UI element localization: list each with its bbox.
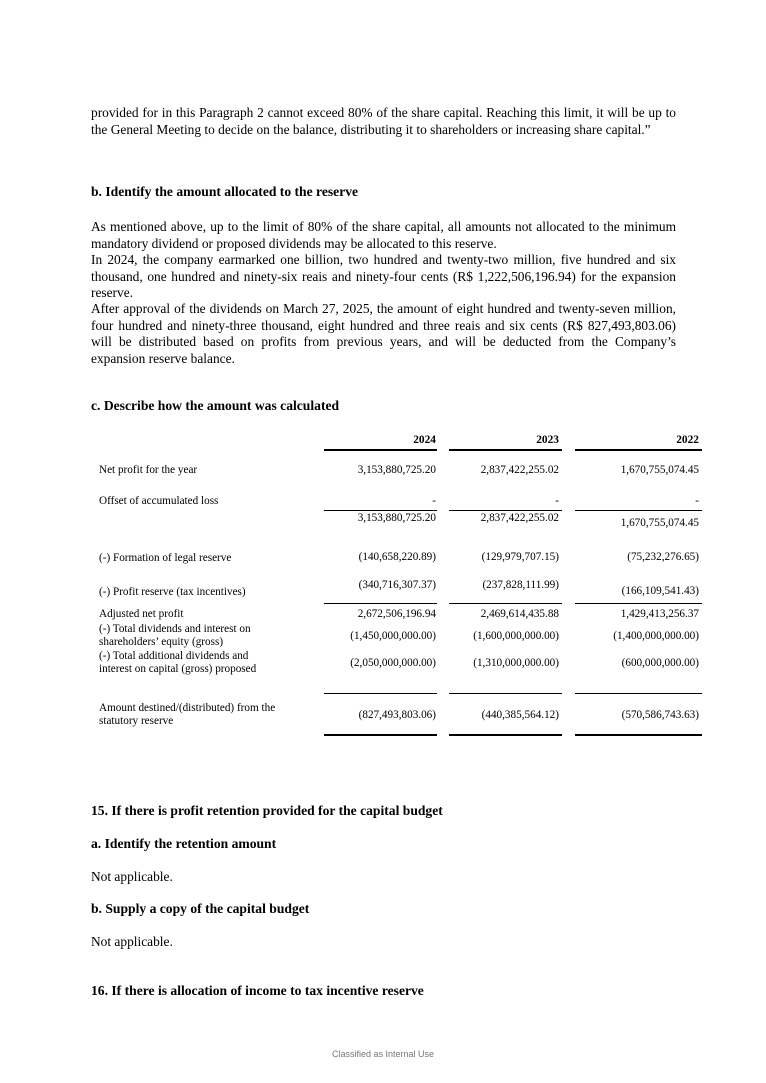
subtotal-rule: [575, 603, 702, 604]
section-c-heading: c. Describe how the amount was calculated: [91, 398, 340, 413]
section-15a-text: Not applicable.: [91, 869, 173, 884]
total-rule: [324, 693, 437, 694]
row-label: (-) Profit reserve (tax incentives): [99, 586, 246, 598]
row-label: Net profit for the year: [99, 464, 198, 476]
row-label-line: shareholders’ equity (gross): [99, 636, 224, 648]
section-16-heading: 16. If there is allocation of income to tax incentive reserve: [91, 983, 424, 998]
table-cell: 1,670,755,074.45: [620, 517, 699, 529]
table-cell: -: [555, 495, 559, 507]
table-cell: 1,670,755,074.45: [620, 464, 699, 476]
column-header-2023: 2023: [536, 434, 559, 446]
section-15b-heading: b. Supply a copy of the capital budget: [91, 901, 310, 916]
table-cell: (2,050,000,000.00): [350, 657, 436, 669]
header-rule: [324, 449, 437, 451]
row-label: Offset of accumulated loss: [99, 495, 219, 507]
column-header-2022: 2022: [676, 434, 699, 446]
table-cell: (827,493,803.06): [358, 709, 436, 721]
section-15a-heading: a. Identify the retention amount: [91, 836, 277, 851]
row-label: [99, 623, 251, 649]
subtotal-rule: [449, 510, 562, 511]
row-label: [99, 702, 275, 728]
table-cell: (1,600,000,000.00): [473, 630, 559, 642]
table-cell: 2,837,422,255.02: [480, 512, 559, 524]
table-cell: 3,153,880,725.20: [357, 512, 436, 524]
section-b-paragraph-1: As mentioned above, up to the limit of 80% of the share capital, all amounts not allocated to the minimum mandatory dividend or proposed dividends may be allocated to this reserve.: [91, 219, 676, 251]
subtotal-rule: [575, 510, 702, 511]
table-cell: (1,310,000,000.00): [473, 657, 559, 669]
table-cell: (166,109,541.43): [621, 585, 699, 597]
row-label: [99, 650, 256, 676]
table-cell: (440,385,564.12): [481, 709, 559, 721]
final-rule: [449, 734, 562, 736]
total-rule: [575, 693, 702, 694]
row-label-line: statutory reserve: [99, 715, 174, 727]
section-b-paragraph-3: After approval of the dividends on March 27, 2025, the amount of eight hundred and twenty-seven million, four hundred and ninety-three thousand, eight hundred and three reais and six cents (R$ 827,493,803.06) will be distributed based on profits from previous years, and will be deducted from the Company’s expansion reserve balance.: [91, 301, 676, 366]
table-cell: 2,469,614,435.88: [480, 608, 559, 620]
final-rule: [575, 734, 702, 736]
table-cell: (1,400,000,000.00): [613, 630, 699, 642]
column-header-2024: 2024: [413, 434, 436, 446]
table-cell: (570,586,743.63): [621, 709, 699, 721]
section-15-heading: 15. If there is profit retention provided for the capital budget: [91, 803, 443, 818]
table-cell: 2,672,506,196.94: [357, 608, 436, 620]
classification-footer: Classified as Internal Use: [331, 1049, 435, 1059]
row-label-line: Amount destined/(distributed) from the: [99, 702, 276, 714]
table-cell: (340,716,307.37): [358, 579, 436, 591]
subtotal-rule: [324, 603, 437, 604]
section-b-paragraph-2: In 2024, the company earmarked one billion, two hundred and twenty-two million, five hundred and six thousand, one hundred and ninety-six reais and ninety-four cents (R$ 1,222,506,196.94) for the expansion reserve.: [91, 252, 676, 300]
table-cell: 1,429,413,256.37: [620, 608, 699, 620]
table-cell: (129,979,707.15): [481, 551, 559, 563]
total-rule: [449, 693, 562, 694]
final-rule: [324, 734, 437, 736]
subtotal-rule: [324, 510, 437, 511]
table-cell: 3,153,880,725.20: [357, 464, 436, 476]
table-cell: -: [695, 495, 699, 507]
intro-paragraph: provided for in this Paragraph 2 cannot exceed 80% of the share capital. Reaching this limit, it will be up to the General Meeting to decide on the balance, distributing it to shareholders or increasing share capital.”: [91, 105, 676, 137]
row-label: Adjusted net profit: [99, 608, 184, 620]
table-cell: 2,837,422,255.02: [480, 464, 559, 476]
row-label-line: (-) Total additional dividends and: [99, 650, 249, 662]
subtotal-rule: [449, 603, 562, 604]
table-cell: (1,450,000,000.00): [350, 630, 436, 642]
section-b-heading: b. Identify the amount allocated to the reserve: [91, 184, 359, 199]
table-cell: -: [432, 495, 436, 507]
header-rule: [575, 449, 702, 451]
table-cell: (75,232,276.65): [627, 551, 699, 563]
section-15b-text: Not applicable.: [91, 934, 173, 949]
row-label-line: (-) Total dividends and interest on: [99, 623, 251, 635]
header-rule: [449, 449, 562, 451]
table-cell: (237,828,111.99): [482, 579, 559, 591]
table-cell: (600,000,000.00): [621, 657, 699, 669]
row-label: (-) Formation of legal reserve: [99, 552, 232, 564]
row-label-line: interest on capital (gross) proposed: [99, 663, 257, 675]
table-cell: (140,658,220.89): [358, 551, 436, 563]
